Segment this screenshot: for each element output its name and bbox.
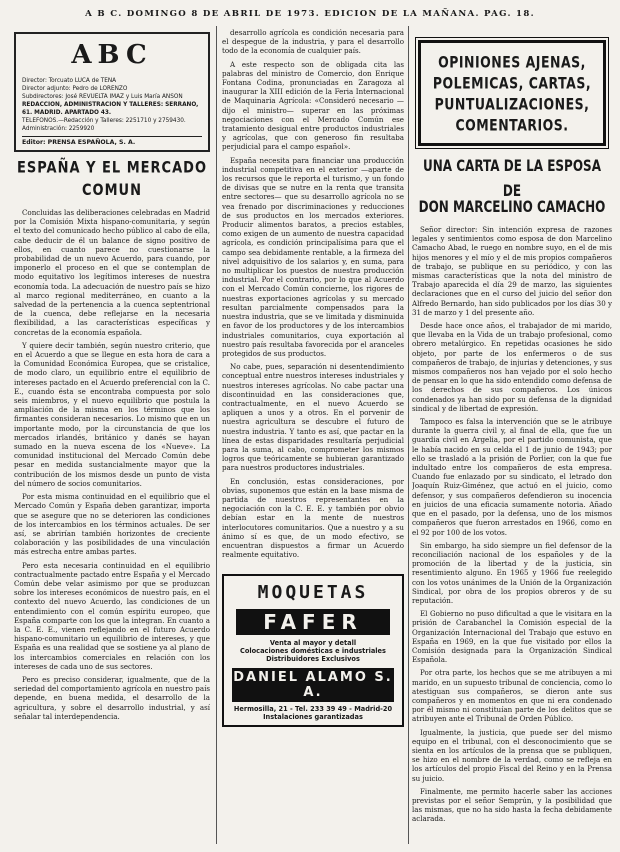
paragraph: Pero es preciso considerar, igualmente, que de la seriedad del comportamiento agrícola en nuestro país depende, en buena medida, el desarrollo de la agricultura, y sobre el desarrollo industrial, y así señalar tal interdependencia. xyxy=(14,674,210,721)
paragraph: Y quiere decir también, según nuestro criterio, que en el Acuerdo a que se llegue en esta hora de cara a la Comunidad Económica Europea, que se cristalice, de modo claro, un equilibrio entre el equilibrio de intereses pactado en el Acuerdo preferencial con la C. E., cuando ésta se encontraba compuesta por solo seis miembros, y el nuevo equilibrio que postula la ampliación de la misma en los términos que los firmantes consideran necesarios. Lo mismo que en un importante modo, por la circunstancia de que los mercados irlandés, británico y danés se hayan sumado en la nueva escena de los «Nueve». La comunidad institucional del Mercado Común debe pesar en medida sustancialmente mayor que la contribución de los mismos desde un punto de vista del número de socios comunitarios. xyxy=(14,340,210,488)
ad-brand-logo: FAFER xyxy=(236,609,390,635)
ad-company: DANIEL ALAMO S. A. xyxy=(233,669,393,700)
paragraph: Desde hace once años, el trabajador de mi marido, que llevaba en la Vida de un trabajo profesional, como obrero metalúrgico. En repetidas ocasiones he sido objeto, por parte de los enfermeros o de sus compañeros de trabajo, de injurias y detenciones, y sus mismos compañeros nos han vejado por el solo hecho de pensar en lo que ha sido entendido como defensa de los derechos de sus compañeros. Los únicos condenados ya han sido por su defensa de la dignidad sindical y de libertad de expresión. xyxy=(412,321,612,413)
masthead-editor: Editor: PRENSA ESPAÑOLA, S. A. xyxy=(22,136,202,146)
editorial-headline: ESPAÑA Y EL MERCADO COMUN xyxy=(16,158,207,200)
paragraph: A este respecto son de obligada cita las palabras del ministro de Comercio, don Enrique Fontana Codina, pronunciadas en Zaragoza al inaugurar la XIII edición de la Feria Internacional de Maquinaria Agrícola: «Consideró necesario —dijo el ministro— superar en las próximas negociaciones con el Mercado Común ese tratamiento desigual entre productos industriales y agrícolas, que con generoso fin resultaba perjudicial para el campo español». xyxy=(222,59,404,152)
paragraph: Tampoco es falsa la intervención que se le atribuye durante la guerra civil y, al final de ella, que fue un guardia civil en Argelia, por el partido comunista, que le había nacido en su celda el 1 de junio de 1943; por ello se trasladó a la prisión de Porlier, con la que fue indultado entre los compañeros de esta empresa. Cuando fue enlazado por su sindicato, el letrado don Joaquín Ruiz-Giménez, que actuó en el juicio, como defensor, y sus compañeros defendieron su inocencia en juicios de una eficacia sumamente notoria. Añado que en el pasado, por la defensa, uno de los mismos compañeros que fueron arrestados en 1966, como en el 92 por 100 de los votos. xyxy=(412,417,612,537)
masthead-redaccion: REDACCION, ADMINISTRACION Y TALLERES: SERRANO, 61. MADRID. APARTADO 43. xyxy=(22,100,199,116)
page-header xyxy=(0,6,620,22)
masthead-subdirectores: Subdirectores: José REVUELTA IMAZ y Luis María ANSON xyxy=(22,92,183,100)
letter-headline-line: UNA CARTA DE LA ESPOSA DE xyxy=(423,156,601,200)
abc-logo: ABC xyxy=(71,40,153,70)
paragraph: España necesita para financiar una producción industrial competitiva en el exterior —aparte de los recursos que le reporta el turismo, y un fondo de divisas que se nutre en la renta que transita entre sectores— que su desarrollo agrícola no se vea frenado por discriminaciones y reducciones de sus productos en los mercados exteriores. Producir alimentos baratos, a precios estables, como exigen de un aumento de nuestra capacidad agrícola, es condición principalísima para que el campo sea debidamente rentable, a la firmeza del nivel adquisitivo de los salarios y, en suma, para no multiplicar los puestos de nuestra producción industrial. Por el contrario, por lo que al Acuerdo con el Mercado Común concierne, los rigores de nuestras exportaciones agrícolas y su mercado resultan parcialmente compensados para la nuestra industria, que se ve limitada y disminuida en favor de los productores y de los intercambios industriales comunitarios, cuya exportación al nuestro país resultaba favorecida por el aranceles protegidos de sus productos. xyxy=(222,155,404,358)
ad-line: Colocaciones domésticas e industriales xyxy=(240,647,386,656)
advertisement-moquetas xyxy=(222,574,404,727)
masthead-director-adjunto: Director adjunto: Pedro de LORENZO xyxy=(22,84,128,92)
box-title-line: COMENTARIOS. xyxy=(455,114,569,135)
column-right xyxy=(412,28,612,842)
box-title-line: OPINIONES AJENAS, xyxy=(438,51,586,72)
paragraph: Finalmente, me permito hacerle saber las acciones previstas por el señor Semprún, y la posibilidad que las mismas, que no ha sido hasta la fecha debidamente aclarada. xyxy=(412,786,612,824)
box-title-line: PUNTUALIZACIONES, xyxy=(434,93,590,114)
paragraph: desarrollo agrícola es condición necesaria para el despegue de la industria, y para el desarrollo todo de la economía de cualquier país. xyxy=(222,28,404,56)
masthead-director: Director: Torcuato LUCA de TENA xyxy=(22,76,117,84)
article-continuation xyxy=(222,28,404,564)
column-middle xyxy=(222,28,404,842)
header-text: A B C. DOMINGO 8 DE ABRIL DE 1973. EDICION DE LA MAÑANA. PAG. 18. xyxy=(85,9,535,19)
paragraph: Sin embargo, ha sido siempre un fiel defensor de la reconciliación nacional de los españoles y de la promoción de la libertad y de la justicia, sin resentimiento alguno. En 1965 y 1966 fue reelegido con los votos unánimes de la Unión de la Organización Sindical, por obra de los propios obreros y de su reputación. xyxy=(412,540,612,605)
ad-line: Venta al mayor y detall xyxy=(269,639,357,647)
paragraph: Concluidas las deliberaciones celebradas en Madrid por la Comisión Mixta hispano-comunitaria, y según el texto del comunicado hecho público al cabo de ella, cabe deducir de él un balance de signo positivo de ellos, en cuanto parece no cuestionarse la probabilidad de un nuevo Acuerdo, para cuando, por imponerlo el proceso en el que se contemplan de modo equitativo los legítimos intereses de nuestra economía toda. La adecuación de nuestro país se hizo al marco regional mediterráneo, en cuanto a la salvedad de la pertenencia a la cuenca septentrional de la cuenca, debe reflejarse en la necesaria flexibilidad, a las características específicas y concretas de la economía española. xyxy=(14,208,210,337)
paragraph: El Gobierno no puso dificultad a que le visitara en la prisión de Carabanchel la Comisión especial de la Organización Internacional del Trabajo que estuvo en España en 1969, en la que fue visitado por ellos la Comisión designada para la Organización Sindical Española. xyxy=(412,609,612,665)
ad-title: MOQUETAS xyxy=(257,582,369,603)
column-left xyxy=(14,28,210,842)
paragraph: Pero esta necesaria continuidad en el equilibrio contractualmente pactado entre España y el Mercado Común debe velar asimismo por que se produzcan sobre los intereses económicos de nuestro país, en el contexto del nuevo Acuerdo, las condiciones de un entendimiento con el común espíritu europeo, que España comparte con los que la integran. En cuanto a la C. E. E., vienen reflejando en el futuro Acuerdo hispano-comunitario un equilibrio de intereses, y que España es una realidad que se sostiene ya al plano de los intercambios comerciales en relación con los intereses de cada uno de sus sectores. xyxy=(14,560,210,671)
opinions-section-box xyxy=(418,40,606,146)
paragraph: Igualmente, la justicia, que puede ser del mismo equipo en el tribunal, con el desconocimiento que se sienta en los artículos de la prensa que se publiquen, se hizo en el nombre de la verdad, como se refleja en los artículos del propio Fiscal del Reino y en la Prensa su juicio. xyxy=(412,727,612,783)
paragraph: Señor director: Sin intención expresa de razones legales y sentimientos como esposa de don Marcelino Camacho Abad, le ruego en nombre suyo, en el de mis hijos menores y el mío y el de mis propios compañeros de trabajo, se publique en su periódico, y con las mismas características que la nota del ministro de Trabajo aparecida el día 29 de marzo, las siguientes declaraciones que en el curso del juicio del señor don Alfredo Bernardo, han sido publicados por los días 30 y 31 de marzo y 1 del presente año. xyxy=(412,225,612,317)
paragraph: Por esta misma continuidad en el equilibrio que el Mercado Común y España deben garantizar, importa que se asegure que no se deterioren las condiciones de los intercambios en los términos actuales. De ser así, se abrirían también horizontes de creciente colaboración y las posibilidades de una vinculación más estrecha entre ambas partes. xyxy=(14,492,210,557)
letter-headline-line: DON MARCELINO CAMACHO xyxy=(418,197,606,216)
letter-headline xyxy=(412,156,612,217)
masthead-telefonos: TELEFONOS.—Redacción y Talleres: 2251710 y 2759430. Administración: 2259920 xyxy=(22,116,186,132)
column-divider xyxy=(216,26,217,844)
ad-address: Hermosilla, 21 - Tel. 233 39 49 - Madrid-20 xyxy=(233,704,393,713)
paragraph: No cabe, pues, separación ni desentendimiento conceptual entre nuestros intereses industriales y nuestros intereses agrícolas. No cabe pactar una discontinuidad en las consideraciones que, contractualmente, en el nuevo Acuerdo se apliquen a unos y a otros. En el porvenir de nuestra agricultura se descubre el futuro de nuestra industria. Y tanto es así, que pactar en la línea de estas disparidades resultaría perjudicial para la suma, al cabo, comprometer los mismos logros que teóricamente se hubieran garantizado para nuestros productores industriales. xyxy=(222,362,404,473)
paragraph: En conclusión, estas consideraciones, por obvias, suponemos que están en la base misma de partida de nuestros representantes en la negociación con la C. E. E. y también por obvio debían estar en la mente de nuestros interlocutores comunitarios. Que a nuestro y a su ánimo sí es que, de un modo efectivo, se encuentran dispuestos a firmar un Acuerdo realmente equitativo. xyxy=(222,476,404,560)
column-divider xyxy=(408,26,409,844)
box-title-line: POLEMICAS, CARTAS, xyxy=(432,72,592,93)
masthead-box xyxy=(14,32,210,152)
paragraph: Por otra parte, los hechos que se me atribuyen a mi marido, en un supuesto tribunal de conciencia, como lo atestiguan sus compañeros, se dieron ante sus compañeros y en momentos en que ni era condenado por él mismo ni constituían parte de los delitos que se atribuyen ante el Tribunal de Orden Público. xyxy=(412,668,612,724)
ad-guarantee: Instalaciones garantizadas xyxy=(263,712,363,721)
ad-line: Distribuidores Exclusivos xyxy=(266,655,360,664)
